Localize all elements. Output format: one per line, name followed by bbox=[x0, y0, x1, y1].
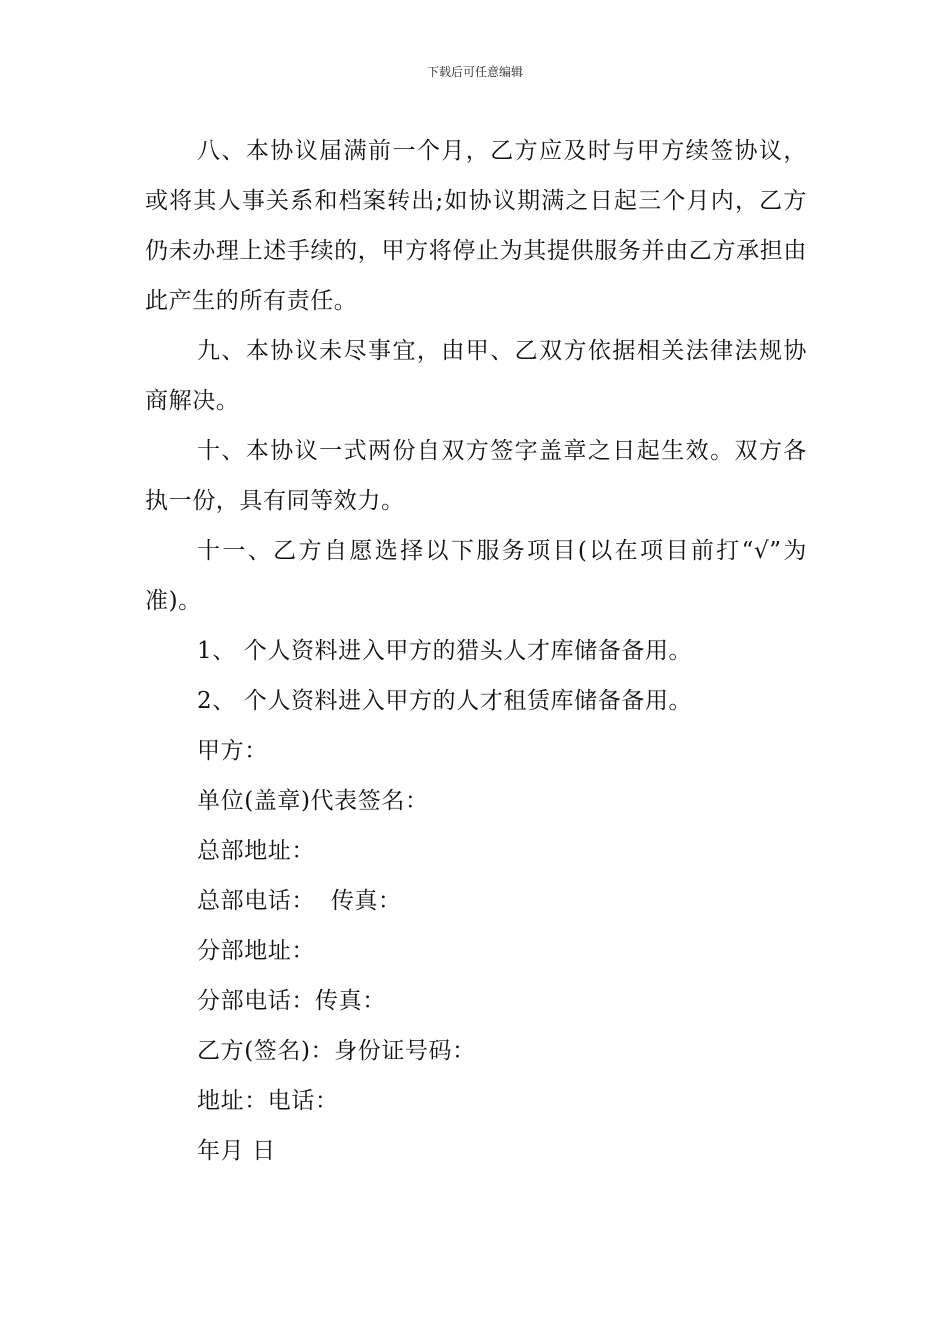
document-body bbox=[145, 126, 807, 1176]
hq-address-field: 总部地址： bbox=[197, 838, 315, 864]
service-option-1: 1、 个人资料进入甲方的猎头人才库储备备用。 bbox=[197, 638, 693, 664]
party-a-unit-signature: 单位(盖章)代表签名： bbox=[197, 788, 429, 814]
page-header: 下载后可任意编辑 bbox=[426, 65, 523, 79]
party-b-address-phone-field: 地址：电话： bbox=[197, 1088, 339, 1114]
date-field: 年月 日 bbox=[197, 1138, 276, 1164]
clause-10: 十、本协议一式两份自双方签字盖章之日起生效。双方各执一份，具有同等效力。 bbox=[145, 438, 807, 514]
clause-9: 九、本协议未尽事宜，由甲、乙双方依据相关法律法规协商解决。 bbox=[145, 338, 807, 414]
branch-address-field: 分部地址： bbox=[197, 938, 315, 964]
clause-8: 八、本协议届满前一个月，乙方应及时与甲方续签协议，或将其人事关系和档案转出;如协议期满之日起三个月内，乙方仍未办理上述手续的，甲方将停止为其提供服务并由乙方承担由此产生的所有责任。 bbox=[145, 138, 807, 314]
clause-11: 十一、乙方自愿选择以下服务项目(以在项目前打“√”为准)。 bbox=[145, 538, 807, 614]
hq-phone-fax-field: 总部电话： 传真： bbox=[197, 888, 402, 914]
party-b-signature-id-field: 乙方(签名)：身份证号码： bbox=[197, 1038, 476, 1064]
service-option-2: 2、 个人资料进入甲方的人才租赁库储备备用。 bbox=[197, 688, 693, 714]
party-a-label: 甲方： bbox=[197, 738, 268, 764]
branch-phone-fax-field: 分部电话：传真： bbox=[197, 988, 386, 1014]
